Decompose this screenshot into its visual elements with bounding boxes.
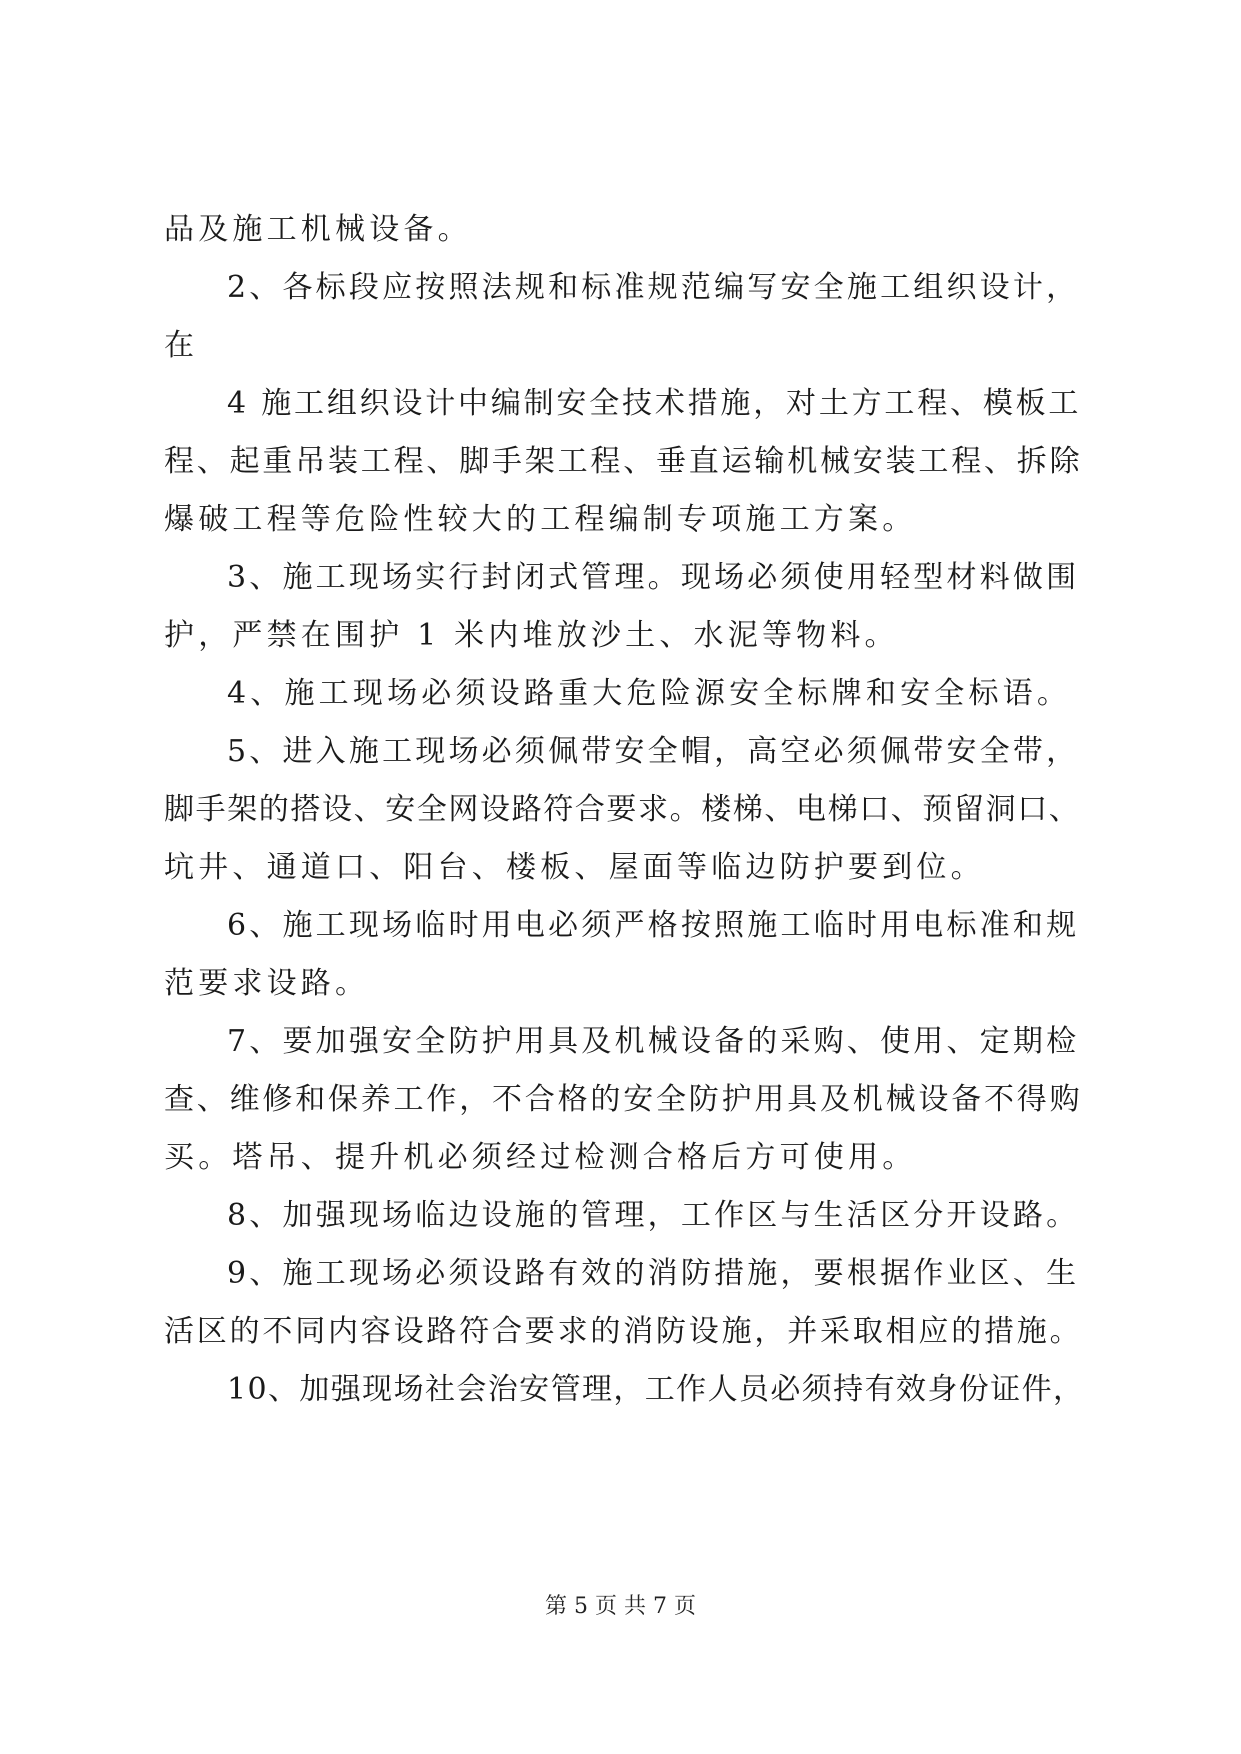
text-line: 7、要加强安全防护用具及机械设备的采购、使用、定期检	[227, 1024, 1080, 1059]
text-line: 4 施工组织设计中编制安全技术措施，对土方工程、模板工	[227, 386, 1082, 421]
text-line: 在	[164, 328, 199, 363]
text-line: 程、起重吊装工程、脚手架工程、垂直运输机械安装工程、拆除	[164, 444, 1083, 479]
text-line: 范要求设路。	[164, 966, 370, 1001]
text-line: 5、进入施工现场必须佩带安全帽，高空必须佩带安全带，	[227, 734, 1080, 769]
text-line: 6、施工现场临时用电必须严格按照施工临时用电标准和规	[227, 908, 1080, 943]
text-line: 脚手架的搭设、安全网设路符合要求。楼梯、电梯口、预留洞口、	[164, 792, 1081, 827]
text-line: 查、维修和保养工作，不合格的安全防护用具及机械设备不得购	[164, 1082, 1083, 1117]
page-number-footer: 第 5 页 共 7 页	[545, 1594, 696, 1619]
text-line: 护，严禁在围护 1 米内堆放沙土、水泥等物料。	[164, 618, 899, 653]
text-line: 坑井、通道口、阳台、楼板、屋面等临边防护要到位。	[164, 850, 985, 885]
text-line: 9、施工现场必须设路有效的消防措施，要根据作业区、生	[227, 1256, 1080, 1291]
text-line: 品及施工机械设备。	[164, 212, 472, 247]
text-line: 2、各标段应按照法规和标准规范编写安全施工组织设计，	[227, 270, 1080, 305]
text-line: 4、施工现场必须设路重大危险源安全标牌和安全标语。	[227, 676, 1072, 711]
text-line: 3、施工现场实行封闭式管理。现场必须使用轻型材料做围	[227, 560, 1080, 595]
text-line: 爆破工程等危险性较大的工程编制专项施工方案。	[164, 502, 917, 537]
text-line: 活区的不同内容设路符合要求的消防设施，并采取相应的措施。	[164, 1314, 1083, 1349]
text-line: 8、加强现场临边设施的管理，工作区与生活区分开设路。	[227, 1198, 1080, 1233]
text-line: 10、加强现场社会治安管理，工作人员必须持有效身份证件，	[227, 1372, 1085, 1407]
text-line: 买。塔吊、提升机必须经过检测合格后方可使用。	[164, 1140, 917, 1175]
